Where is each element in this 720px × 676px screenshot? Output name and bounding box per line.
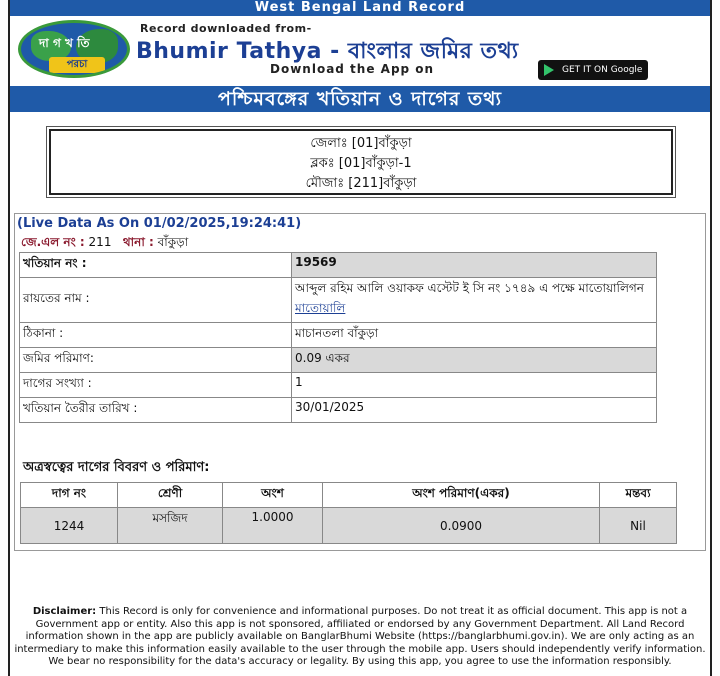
khatian-details [14, 213, 706, 551]
khatian-no-value: 19569 [292, 253, 657, 278]
plot-remark-cell: Nil [600, 508, 677, 544]
plot-table [20, 482, 677, 544]
district-line: জেলাঃ [01]বাঁকুড়া [310, 136, 412, 151]
plots-count-value: 1 [292, 373, 657, 398]
download-app-text: Download the App on [270, 62, 435, 76]
app-logo [18, 20, 130, 78]
plots-count-label: দাগের সংখ্যা : [20, 373, 292, 398]
jl-thana-line [21, 234, 188, 254]
plot-class-cell: মসজিদ [118, 508, 223, 544]
plot-table-header [21, 483, 677, 508]
area-label: জমির পরিমাণ: [20, 348, 292, 373]
jl-label: জে.এল নং : [21, 235, 85, 249]
subtitle-strip: পশ্চিমবঙ্গের খতিয়ান ও দাগের তথ্য [10, 86, 710, 112]
khatian-no-label: খতিয়ান নং : [20, 253, 292, 278]
created-date-label: খতিয়ান তৈরীর তারিখ : [20, 398, 292, 423]
khatian-table [19, 252, 657, 423]
plot-section-title: অত্রস্বত্বের দাগের বিবরণ ও পরিমাণ: [23, 460, 210, 475]
address-label: ঠিকানা : [20, 323, 292, 348]
created-date-value: 30/01/2025 [292, 398, 657, 423]
top-strip: West Bengal Land Record [10, 0, 710, 16]
plot-share-cell: 1.0000 [223, 508, 323, 544]
table-row [20, 278, 657, 323]
record-page [8, 0, 712, 676]
header-share-area: অংশ পরিমাণ(একর) [323, 483, 600, 508]
app-banner [10, 16, 710, 86]
owner-value: আব্দুল রহিম আলি ওয়াকফ এস্টেট ই সি নং ১৭৪৯ এ পক্ষে মাতোয়ালিগন মাতোয়ালি [292, 278, 657, 323]
jl-value: 211 [88, 235, 112, 249]
header-class: শ্রেণী [118, 483, 223, 508]
owner-label: রায়তের নাম : [20, 278, 292, 323]
area-value: 0.09 একর [292, 348, 657, 373]
thana-label: থানা : [122, 235, 154, 249]
location-box [46, 126, 676, 198]
plot-share-area-cell: 0.0900 [323, 508, 600, 544]
disclaimer [14, 606, 706, 669]
play-store-icon [544, 64, 554, 76]
table-row [21, 508, 677, 544]
header-plot-no: দাগ নং [21, 483, 118, 508]
disclaimer-text: This Record is only for convenience and informational purposes. Do not treat it as official document. This app is not a Government app or entity. Also this app is not sponsored, affiliated or endorsed by any Government Department. All Land Record information shown in the app are publicly available on BanglarBhumi Website (https://banglarbhumi.gov.in). We are only acting as an intermediary to make this information easily available to the user through the mobile app. Users should independently verify information. We bear no responsibility for the data's accuracy or legality. By using this app, you agree to use the information responsibly. [14, 606, 706, 667]
record-downloaded-label: Record downloaded from- [140, 22, 312, 35]
header-share: অংশ [223, 483, 323, 508]
google-play-label: GET IT ON Google [562, 65, 643, 75]
table-row [20, 348, 657, 373]
live-data-timestamp: (Live Data As On 01/02/2025,19:24:41) [17, 216, 302, 231]
google-play-badge[interactable] [538, 60, 648, 80]
location-inner [49, 129, 673, 195]
table-row [20, 253, 657, 278]
disclaimer-label: Disclaimer: [32, 606, 97, 617]
logo-text: দা গ খ তি [39, 36, 90, 50]
logo-badge: পরচা [49, 57, 105, 73]
table-row [20, 398, 657, 423]
table-row [20, 323, 657, 348]
app-title: Bhumir Tathya - বাংলার জমির তথ্য [136, 39, 519, 64]
block-line: ব্লকঃ [01]বাঁকুড়া-1 [310, 156, 412, 171]
address-value: মাচানতলা বাঁকুড়া [292, 323, 657, 348]
table-row [20, 373, 657, 398]
header-remark: মন্তব্য [600, 483, 677, 508]
mouza-line: মৌজাঃ [211]বাঁকুড়া [305, 176, 417, 191]
plot-no-cell: 1244 [21, 508, 118, 544]
owner-link[interactable]: মাতোয়ালি [295, 301, 346, 315]
thana-value: বাঁকুড়া [157, 235, 189, 249]
